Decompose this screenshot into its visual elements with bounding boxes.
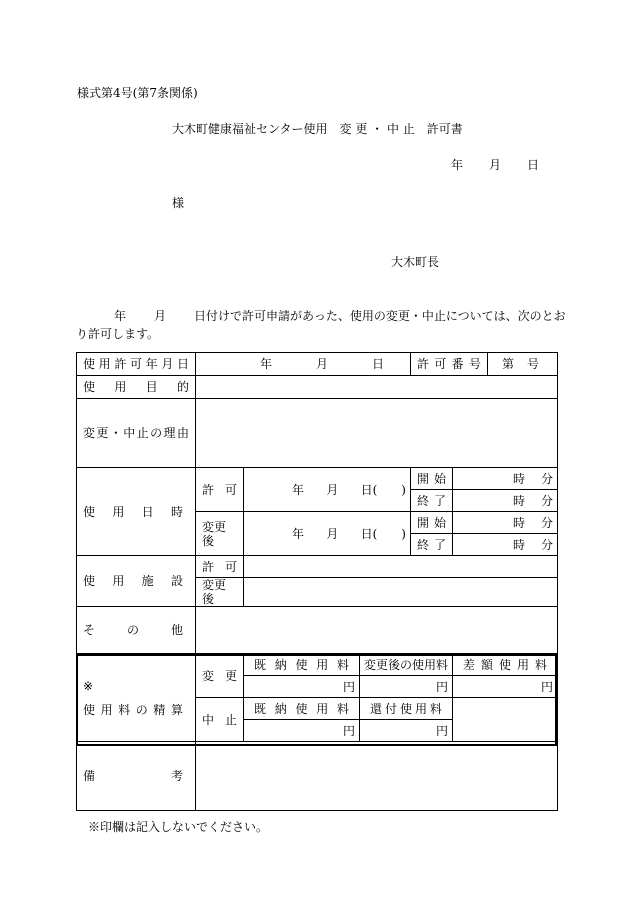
start-label: 開始 <box>411 468 453 490</box>
intro-text: 日付けで許可申請があった、使用の変更・中止については、次のとお <box>194 309 566 323</box>
form-number: 様式第4号(第7条関係) <box>77 86 198 100</box>
facility-permit-value[interactable] <box>244 556 558 578</box>
new-fee-value[interactable]: 円 <box>360 676 453 698</box>
permit-no-value[interactable]: 第 号 <box>502 357 540 371</box>
changed-start-time[interactable]: 時 分 <box>453 512 558 534</box>
intro-month: 月 <box>154 309 167 323</box>
permit-start-time[interactable]: 時 分 <box>453 468 558 490</box>
fee-cancel-label: 中止 <box>196 698 244 742</box>
diff-fee-label: 差額使用料 <box>453 654 558 676</box>
refund-fee-label: 還付使用料 <box>360 698 453 720</box>
remarks-value[interactable] <box>196 742 558 811</box>
end-label-2: 終了 <box>411 534 453 556</box>
issue-date-year: 年 <box>451 158 464 172</box>
permit-no-label: 許可番号 <box>411 353 488 375</box>
intro-line-2: り許可します。 <box>76 327 160 341</box>
facility-changed-value[interactable] <box>244 578 558 607</box>
other-label: その他 <box>77 607 196 654</box>
fee-change-label: 変更 <box>196 654 244 698</box>
paid-fee-value[interactable]: 円 <box>244 676 360 698</box>
intro-line-1 <box>76 309 566 323</box>
addressee-suffix: 様 <box>172 196 185 210</box>
issue-date-day: 日 <box>527 158 540 172</box>
permit-date-value[interactable]: 年 月 日 <box>196 353 411 376</box>
schedule-changed-date[interactable]: 年 月 日( ) <box>244 512 411 556</box>
end-label: 終了 <box>411 490 453 512</box>
schedule-permit-label: 許可 <box>196 468 244 512</box>
issue-date-month: 月 <box>489 158 502 172</box>
cancel-blank-cell <box>453 698 558 742</box>
paid-fee-label: 既納使用料 <box>244 654 360 676</box>
facility-label: 使用施設 <box>77 556 196 607</box>
reason-label: 変更・中止の理由 <box>77 399 196 468</box>
form-title: 大木町健康福祉センター使用 変 更 ・ 中 止 許可書 <box>172 122 463 136</box>
footnote: ※印欄は記入しないでください。 <box>88 820 269 834</box>
reason-value[interactable] <box>196 399 558 468</box>
start-label-2: 開始 <box>411 512 453 534</box>
facility-changed-label: 変更後 <box>196 578 244 607</box>
cancel-paid-fee-value[interactable]: 円 <box>244 720 360 742</box>
other-value[interactable] <box>196 607 558 654</box>
permit-date-label: 使用許可年月日 <box>77 353 196 376</box>
schedule-label: 使用日時 <box>77 468 196 556</box>
fee-mark: ※ <box>83 678 94 693</box>
purpose-label: 使用目的 <box>77 376 196 399</box>
new-fee-label: 変更後の使用料 <box>360 654 453 676</box>
refund-fee-value[interactable]: 円 <box>360 720 453 742</box>
cancel-paid-fee-label: 既納使用料 <box>244 698 360 720</box>
issuer-name: 大木町長 <box>391 255 440 269</box>
changed-end-time[interactable]: 時 分 <box>453 534 558 556</box>
facility-permit-label: 許可 <box>196 556 244 578</box>
schedule-permit-date[interactable]: 年 月 日( ) <box>244 468 411 512</box>
issue-date <box>451 158 539 172</box>
schedule-changed-label: 変更後 <box>196 512 244 556</box>
permit-form-table <box>76 352 558 811</box>
diff-fee-value[interactable]: 円 <box>453 676 558 698</box>
intro-year: 年 <box>114 309 127 323</box>
purpose-value[interactable] <box>196 376 558 399</box>
fee-settlement-label: ※ 使用料の精算 <box>77 654 196 742</box>
permit-no-cell <box>411 353 558 376</box>
permit-end-time[interactable]: 時 分 <box>453 490 558 512</box>
remarks-label: 備考 <box>77 742 196 811</box>
